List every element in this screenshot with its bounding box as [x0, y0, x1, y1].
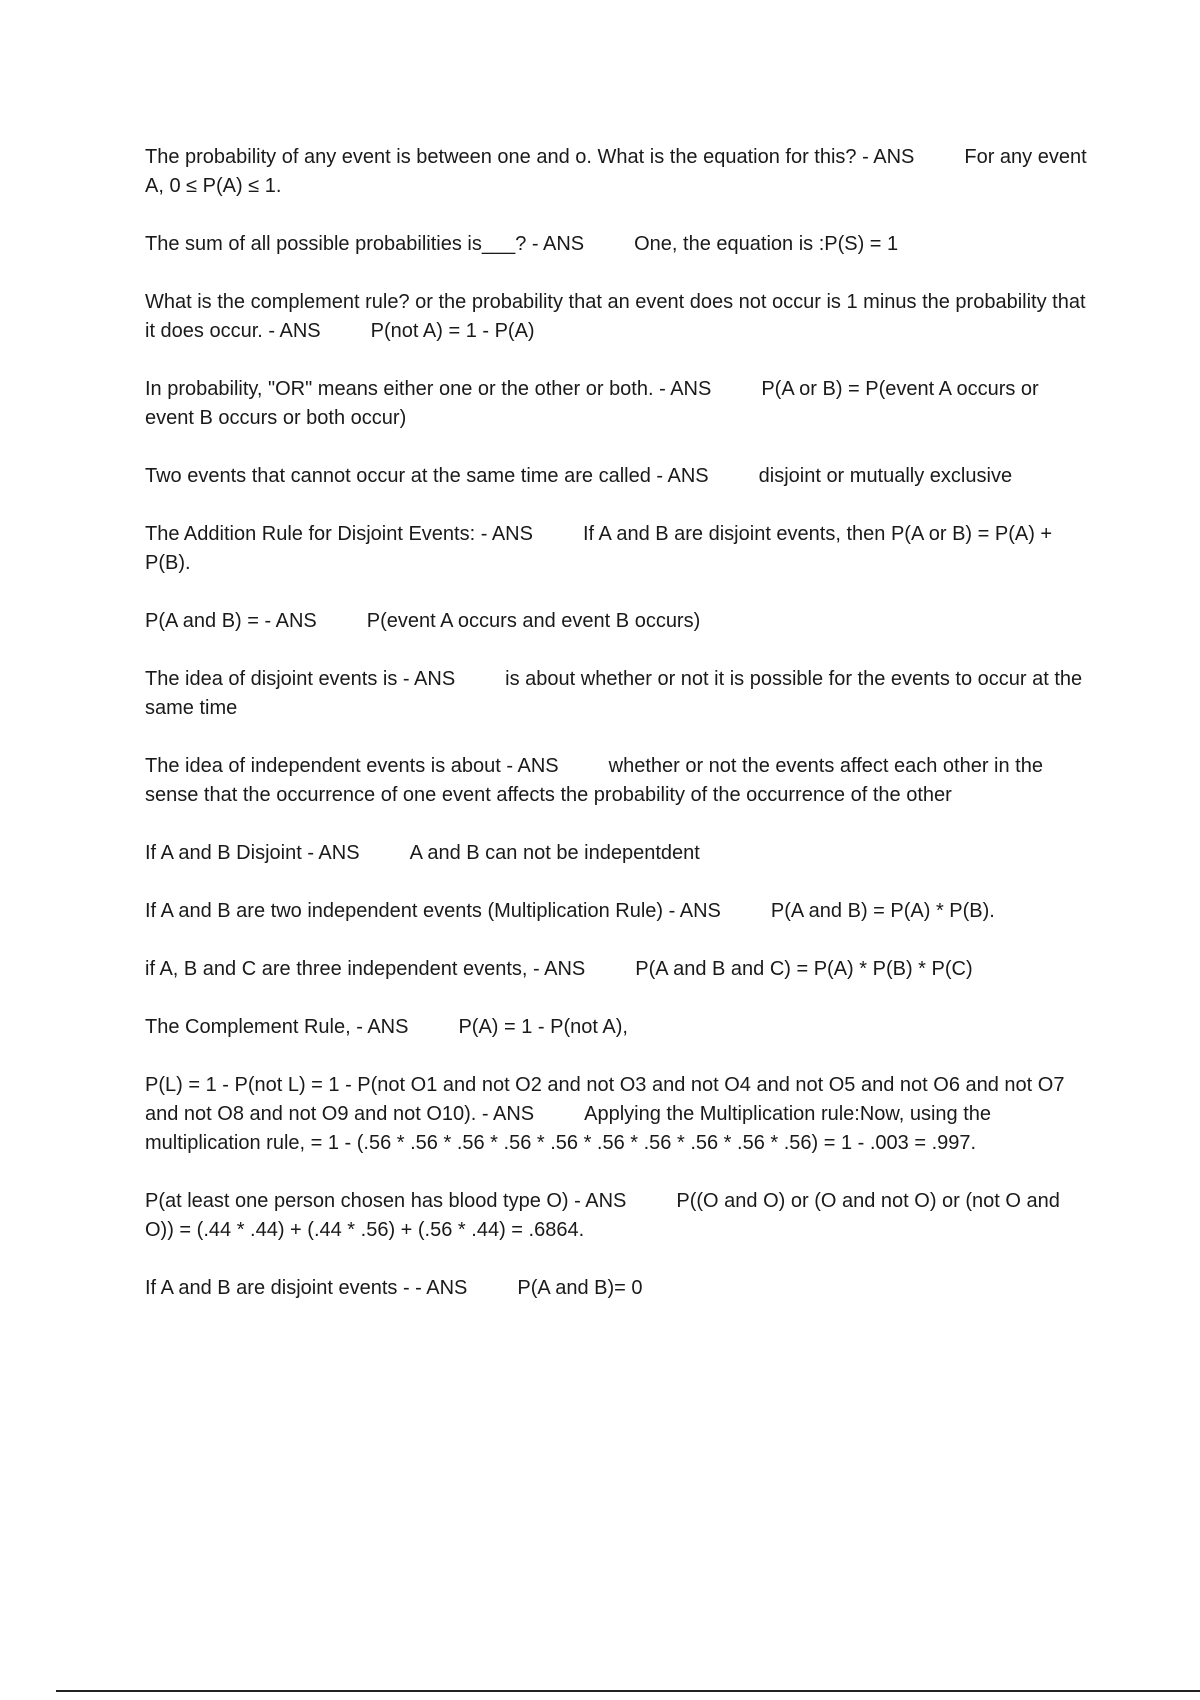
answer-text: P(A and B and C) = P(A) * P(B) * P(C) [635, 958, 973, 980]
qa-item-14 [145, 1071, 1090, 1158]
question-text: The Addition Rule for Disjoint Events: - ANS [145, 523, 533, 545]
question-text: if A, B and C are three independent events, - ANS [145, 958, 586, 980]
question-text: P(A and B) = - ANS [145, 610, 317, 632]
document-page [145, 143, 1090, 1332]
qa-item-7 [145, 607, 1090, 636]
qa-item-11 [145, 897, 1090, 926]
answer-text: For any event A, 0 ≤ P(A) ≤ 1. [145, 146, 1087, 197]
answer-text: P(event A occurs and event B occurs) [366, 610, 701, 632]
qa-item-4 [145, 375, 1090, 433]
answer-text: If A and B are disjoint events, then P(A or B) = P(A) + P(B). [145, 523, 1053, 574]
question-text: If A and B are two independent events (Multiplication Rule) - ANS [145, 900, 721, 922]
question-text: In probability, "OR" means either one or the other or both. - ANS [145, 378, 712, 400]
qa-item-2 [145, 230, 1090, 259]
qa-item-9 [145, 752, 1090, 810]
qa-item-3 [145, 288, 1090, 346]
answer-text: One, the equation is :P(S) = 1 [634, 233, 899, 255]
answer-text: P(A or B) = P(event A occurs or event B occurs or both occur) [145, 378, 1039, 429]
question-text: P(at least one person chosen has blood type O) - ANS [145, 1190, 627, 1212]
answer-text: whether or not the events affect each other in the sense that the occurrence of one event affects the probability of the occurrence of the other [145, 755, 1043, 806]
qa-item-5 [145, 462, 1090, 491]
answer-text: Applying the Multiplication rule:Now, using the multiplication rule, = 1 - (.56 * .56 * .56 * .56 * .56 * .56 * .56 * .56 * .56 * .56) = 1 - .003 = .997. [145, 1103, 992, 1154]
answer-text: is about whether or not it is possible for the events to occur at the same time [145, 668, 1083, 719]
answer-text: P(not A) = 1 - P(A) [370, 320, 535, 342]
answer-text: P((O and O) or (O and not O) or (not O and O)) = (.44 * .44) + (.44 * .56) + (.56 * .44) = .6864. [145, 1190, 1060, 1241]
qa-item-10 [145, 839, 1090, 868]
qa-item-16 [145, 1274, 1090, 1303]
question-text: The sum of all possible probabilities is___? - ANS [145, 233, 585, 255]
question-text: Two events that cannot occur at the same time are called - ANS [145, 465, 709, 487]
question-text: If A and B are disjoint events - - ANS [145, 1277, 468, 1299]
qa-item-13 [145, 1013, 1090, 1042]
answer-text: A and B can not be indepentdent [409, 842, 700, 864]
question-text: The probability of any event is between one and o. What is the equation for this? - ANS [145, 146, 915, 168]
footer-divider [56, 1690, 1200, 1692]
qa-item-12 [145, 955, 1090, 984]
question-text: What is the complement rule? or the probability that an event does not occur is 1 minus the probability that it does occur. - ANS [145, 291, 1086, 342]
answer-text: P(A and B)= 0 [517, 1277, 643, 1299]
question-text: The idea of disjoint events is - ANS [145, 668, 456, 690]
question-text: The idea of independent events is about - ANS [145, 755, 559, 777]
question-text: P(L) = 1 - P(not L) = 1 - P(not O1 and not O2 and not O3 and not O4 and not O5 and not O6 and not O7 and not O8 and not O9 and not O10). - ANS [145, 1074, 1065, 1125]
question-text: If A and B Disjoint - ANS [145, 842, 360, 864]
question-text: The Complement Rule, - ANS [145, 1016, 409, 1038]
qa-item-8 [145, 665, 1090, 723]
qa-item-6 [145, 520, 1090, 578]
qa-item-1 [145, 143, 1090, 201]
qa-item-15 [145, 1187, 1090, 1245]
answer-text: P(A) = 1 - P(not A), [458, 1016, 628, 1038]
answer-text: P(A and B) = P(A) * P(B). [770, 900, 995, 922]
answer-text: disjoint or mutually exclusive [758, 465, 1013, 487]
